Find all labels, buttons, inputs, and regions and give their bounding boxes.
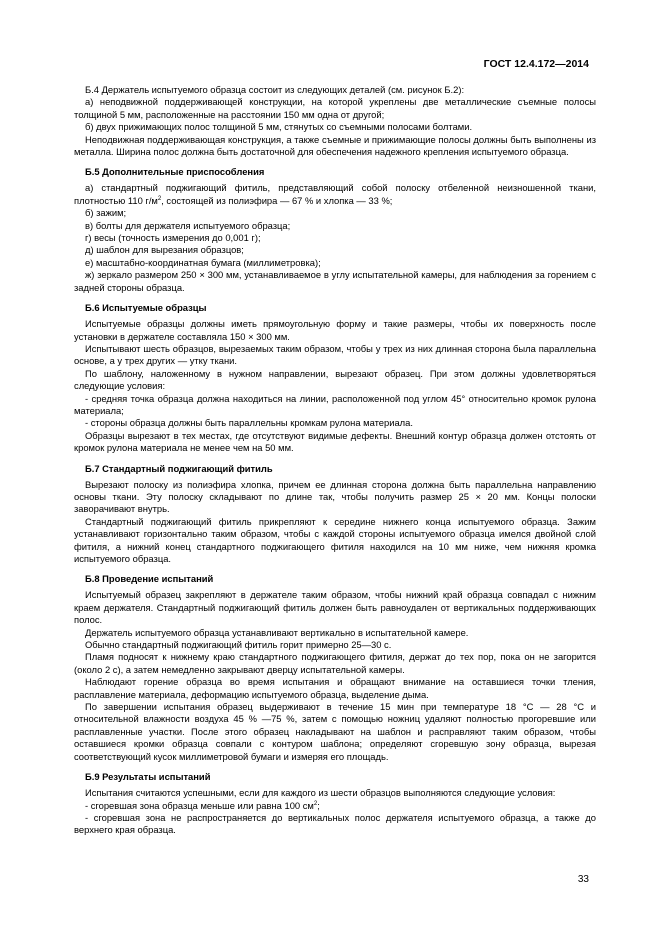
superscript: 2 — [313, 800, 318, 807]
b5-item-c: в) болты для держателя испытуемого образца; — [85, 219, 291, 231]
b5-item-f: е) масштабно-координатная бумага (миллиметровка); — [85, 256, 321, 268]
section-heading-b8: Б.8 Проведение испытаний — [85, 573, 214, 585]
b9-condition — [74, 800, 596, 812]
b4-paragraph: Б.4 Держатель испытуемого образца состоит из следующих деталей (см. рисунок Б.2): — [85, 84, 465, 95]
b8-paragraph: Держатель испытуемого образца устанавливают вертикально в испытательной камере. — [85, 626, 469, 638]
document-code-header: ГОСТ 12.4.172—2014 — [483, 58, 589, 70]
b8-paragraph: Пламя подносят к нижнему краю стандартного поджигающего фитиля, держат до тех пор, пока он не загорится (около 2 с), а затем немедленно закрывают дверцу испытательной камеры. — [74, 651, 596, 675]
section-heading-b7: Б.7 Стандартный поджигающий фитиль — [85, 462, 273, 474]
b5-item-a-text: а) стандартный поджигающий фитиль, представляющий собой полоску отбеленной неизношенной ткани, плотностью 110 г/м — [74, 182, 596, 206]
b6-paragraph: Образцы вырезают в тех местах, где отсутствуют видимые дефекты. Внешний контур образца должен отстоять от кромок рулона материала не менее чем на 50 мм. — [74, 429, 596, 454]
superscript: 2 — [157, 195, 162, 202]
b9-condition-text-end: ; — [317, 799, 320, 811]
b8-paragraph: Наблюдают горение образца во время испытания и обращают внимание на оставшиеся точки тления, расплавление материала, деформацию испытуемого образца, выделение дыма. — [74, 676, 596, 700]
section-heading-b5: Б.5 Дополнительные приспособления — [85, 166, 265, 178]
b4-paragraph: Неподвижная поддерживающая конструкция, а также съемные и прижимающие полосы должны быть выполнены из металла. Ширина полос должна быть достаточной для обеспечения надежного крепления испытуемого образца. — [74, 133, 596, 158]
b5-item-e: д) шаблон для вырезания образцов; — [85, 244, 244, 256]
b5-item-d: г) весы (точность измерения до 0,001 г); — [85, 232, 261, 244]
b6-condition: - стороны образца должны быть параллельны кромкам рулона материала. — [85, 417, 413, 429]
section-heading-b6: Б.6 Испытуемые образцы — [85, 302, 207, 314]
b5-item-a — [74, 182, 596, 207]
page-number: 33 — [577, 874, 589, 885]
b9-paragraph: Испытания считаются успешными, если для каждого из шести образцов выполняются следующие условия: — [85, 787, 556, 799]
b5-item-b: б) зажим; — [85, 207, 127, 219]
document-body — [74, 84, 596, 837]
b8-paragraph: Испытуемый образец закрепляют в держателе таким образом, чтобы нижний край образца совпадал с нижним краем держателя. Стандартный поджигающий фитиль должен быть равноудален от вертикальных поддерживающих полос. — [74, 589, 596, 626]
b7-paragraph: Вырезают полоску из полиэфира хлопка, причем ее длинная сторона должна быть параллельна направлению основы ткани. Эту полоску складывают по длине так, чтобы получить размер 25 × 20 мм. Концы полоски заворачивают внутрь. — [74, 478, 596, 515]
b8-paragraph: Обычно стандартный поджигающий фитиль горит примерно 25—30 с. — [85, 639, 392, 651]
b4-item-a: а) неподвижной поддерживающей конструкции, на которой укреплены две металлические съемные полосы толщиной 5 мм, расположенные на расстоянии 150 мм одна от другой; — [74, 96, 596, 120]
section-heading-b9: Б.9 Результаты испытаний — [85, 771, 211, 783]
b6-paragraph: По шаблону, наложенному в нужном направлении, вырезают образец. При этом должны удовлетворяться следующие условия: — [74, 367, 596, 392]
b6-paragraph: Испытуемые образцы должны иметь прямоугольную форму и такие размеры, чтобы их поверхность после установки в держателе составляла 150 × 300 мм. — [74, 318, 596, 342]
b9-condition: - сгоревшая зона не распространяется до вертикальных полос держателя испытуемого образца, а также до верхнего края образца. — [74, 811, 596, 836]
b6-condition: - средняя точка образца должна находиться на линии, расположенной под углом 45° относительно кромок рулона материала; — [74, 392, 596, 416]
b7-paragraph: Стандартный поджигающий фитиль прикрепляют к середине нижнего конца испытуемого образца. Зажим устанавливают горизонтально таким образом, чтобы с каждой стороны испытуемого образца имелся двойной слой фитиля, а нижний конец стандартного поджигающего фитиля находился на 10 мм ниже, чем нижняя кромка испытуемого образца. — [74, 515, 596, 564]
b5-item-a-text-end: , состоящей из полиэфира — 67 % и хлопка — 33 %; — [161, 194, 393, 206]
b9-condition-text: - сгоревшая зона образца меньше или равна 100 см — [85, 799, 314, 811]
b6-paragraph: Испытывают шесть образцов, вырезаемых таким образом, чтобы у трех из них длинная сторона была параллельна основе, а у трех других — утку ткани. — [74, 342, 596, 367]
b8-paragraph: По завершении испытания образец выдерживают в течение 15 мин при температуре 18 °С — 28 °С и относительной влажности воздуха 45 % —75 %, затем с помощью ножниц удаляют полностью прогоревшие или расплавленные участки. После этого образец накладывают на шаблон и расправляют таким образом, чтобы оставшиеся кромки образца совпали с контуром шаблона; определяют сгоревшую зону образца, вырезая соответствующий кусок миллиметровой бумаги и измеряя его площадь. — [74, 701, 596, 762]
b4-item-b: б) двух прижимающих полос толщиной 5 мм, стянутых со съемными полосами болтами. — [85, 121, 473, 133]
b5-item-g: ж) зеркало размером 250 × 300 мм, устанавливаемое в углу испытательной камеры, для наблюдения за горением с задней стороны образца. — [74, 269, 596, 293]
